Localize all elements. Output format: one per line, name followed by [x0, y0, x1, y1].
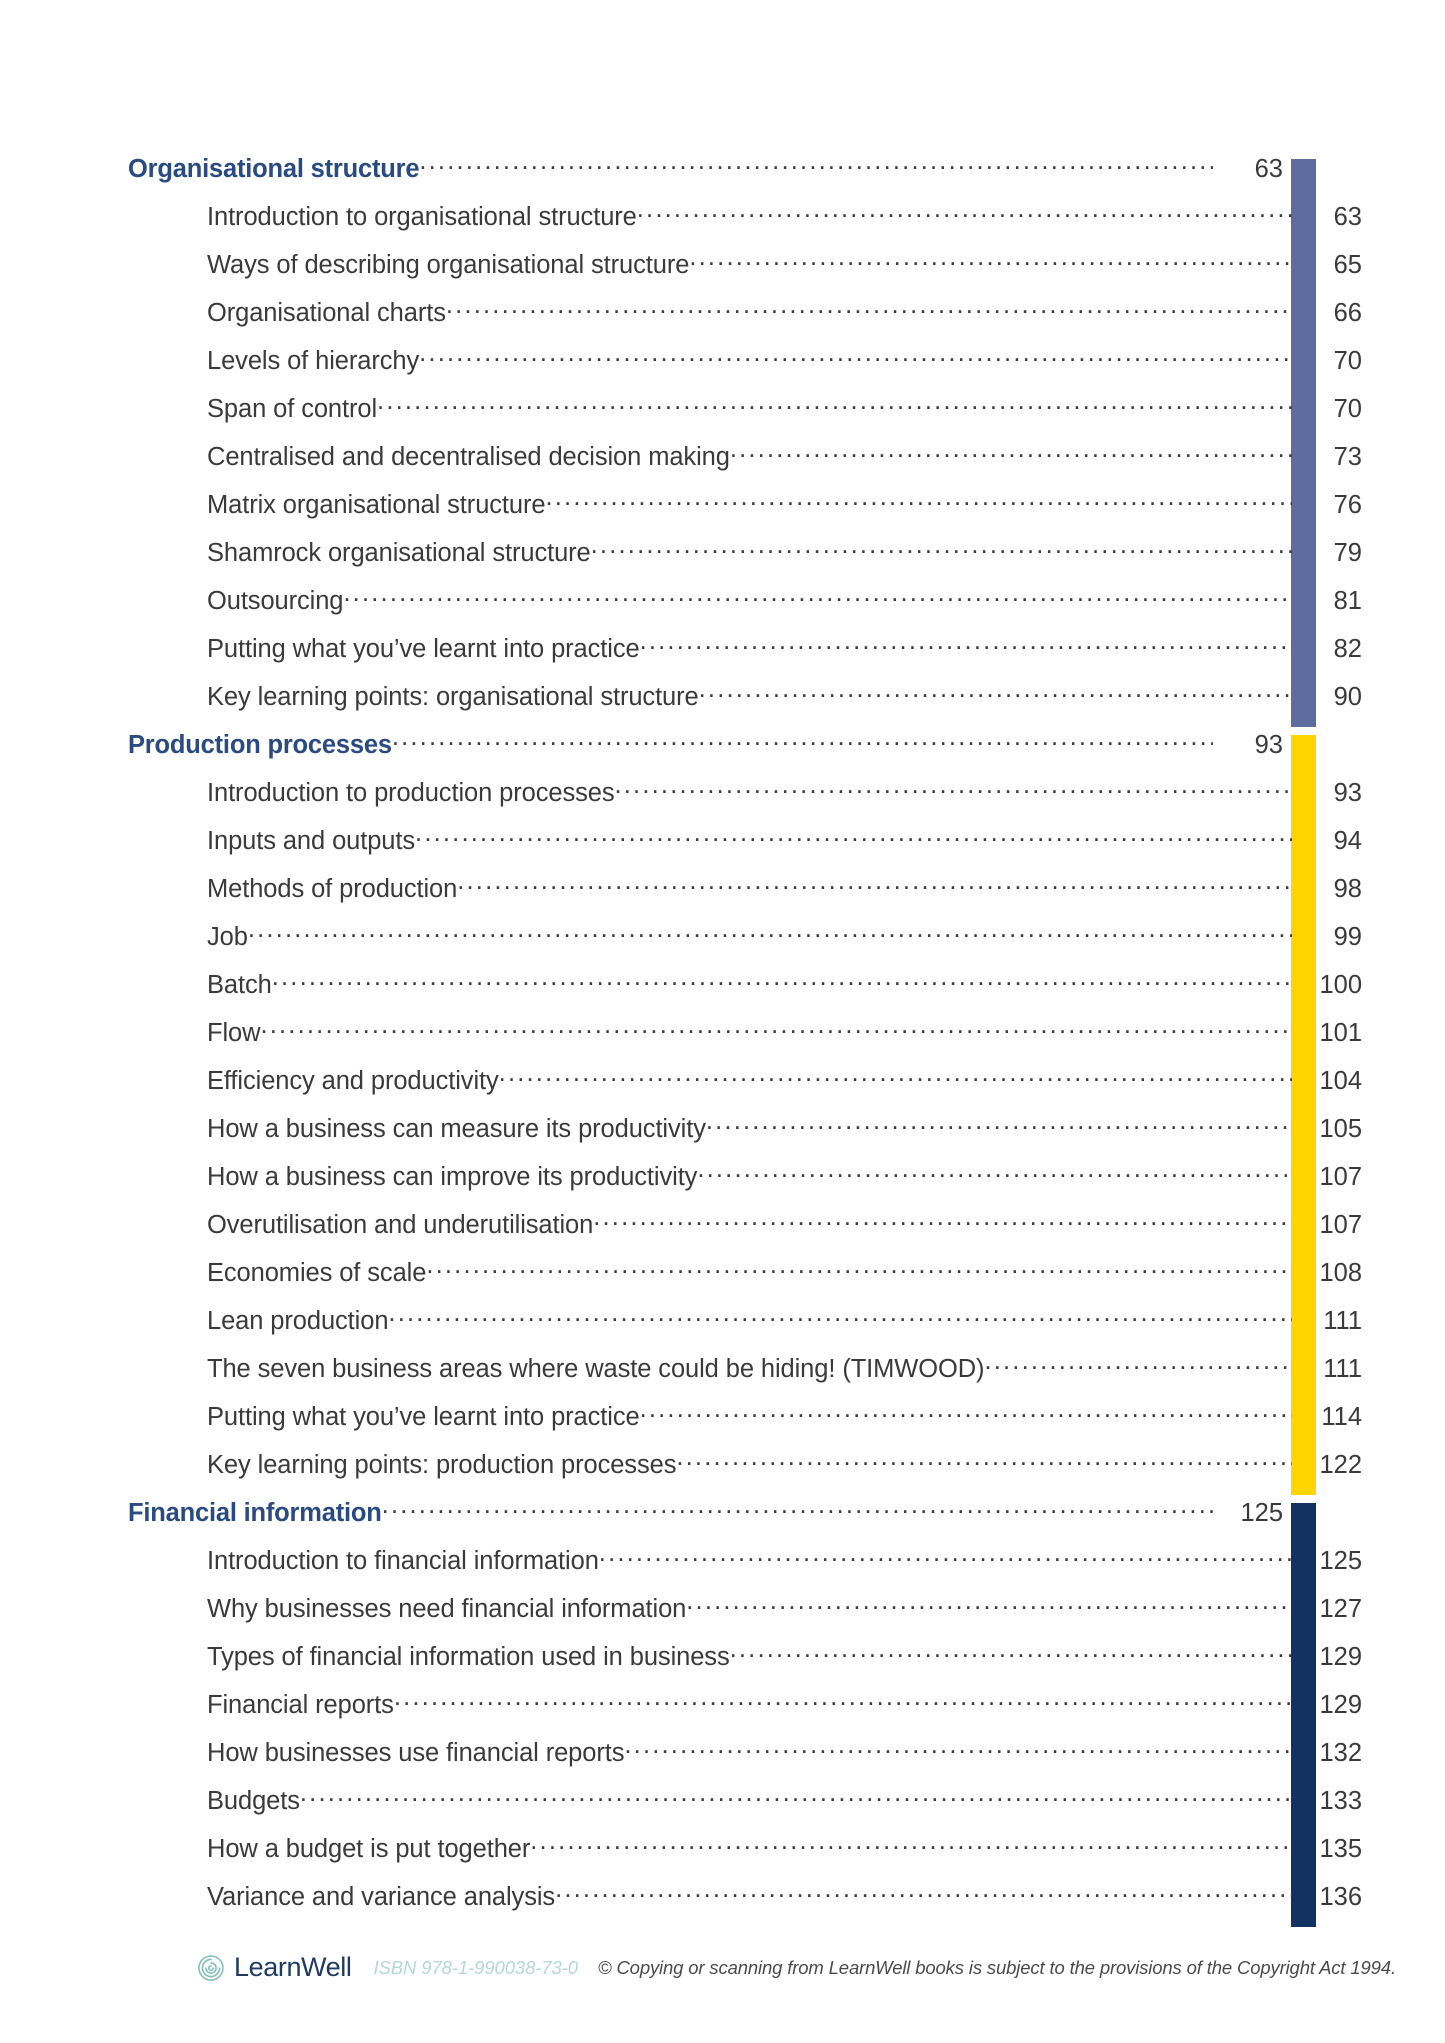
toc-entry[interactable]: [128, 1739, 1362, 1787]
toc-entry[interactable]: [128, 587, 1362, 635]
dot-leader: [499, 1073, 1292, 1089]
dot-leader: [248, 929, 1292, 945]
toc-entry[interactable]: [128, 1595, 1362, 1643]
dot-leader: [555, 1889, 1292, 1905]
dot-leader: [392, 737, 1213, 753]
toc-entry[interactable]: [128, 1307, 1362, 1355]
toc-entry[interactable]: [128, 1259, 1362, 1307]
toc-entry[interactable]: [128, 251, 1362, 299]
toc-entry[interactable]: [128, 635, 1362, 683]
toc-page-number: 81: [1333, 587, 1362, 615]
toc-entry[interactable]: [128, 1211, 1362, 1259]
toc-section-heading[interactable]: [128, 731, 1283, 779]
toc-entry-label: The seven business areas where waste could be hiding! (TIMWOOD): [207, 1355, 985, 1383]
section-color-bar: [1291, 1503, 1316, 1927]
toc-page-number: 105: [1319, 1115, 1362, 1143]
toc-page-number: 111: [1323, 1355, 1362, 1383]
toc-page-number: 66: [1333, 299, 1362, 327]
toc-page-number: 65: [1333, 251, 1362, 279]
toc-entry[interactable]: [128, 971, 1362, 1019]
dot-leader: [394, 1697, 1292, 1713]
toc-entry[interactable]: [128, 875, 1362, 923]
toc-entry-label: How a budget is put together: [207, 1835, 531, 1863]
dot-leader: [272, 977, 1292, 993]
toc-entry[interactable]: [128, 395, 1362, 443]
toc-entry-label: Span of control: [207, 395, 378, 423]
dot-leader: [640, 1409, 1292, 1425]
toc-entry-label: Variance and variance analysis: [207, 1883, 556, 1911]
toc-page-number: 122: [1319, 1451, 1362, 1479]
toc-entry[interactable]: [128, 347, 1362, 395]
dot-leader: [419, 353, 1292, 369]
toc-section: [128, 1499, 1362, 1931]
toc-entry[interactable]: [128, 1355, 1362, 1403]
toc-entry-label: Types of financial information used in business: [207, 1643, 730, 1671]
copyright-notice: © Copying or scanning from LearnWell books is subject to the provisions of the Copyright Act 1994.: [598, 1956, 1396, 1978]
toc-entry-label: Job: [207, 923, 248, 951]
dot-leader: [419, 161, 1213, 177]
toc-section: [128, 731, 1362, 1499]
toc-section-heading[interactable]: [128, 155, 1283, 203]
toc-entry-label: Introduction to organisational structure: [207, 203, 637, 231]
dot-leader: [343, 593, 1292, 609]
dot-leader: [593, 1217, 1292, 1233]
toc-entry[interactable]: [128, 1067, 1362, 1115]
toc-entry-label: Ways of describing organisational structure: [207, 251, 690, 279]
dot-leader: [730, 449, 1292, 465]
toc-entry-label: Putting what you’ve learnt into practice: [207, 635, 640, 663]
dot-leader: [457, 881, 1292, 897]
toc-entry-label: Key learning points: organisational structure: [207, 683, 699, 711]
toc-section-heading-label: Production processes: [128, 731, 392, 759]
toc-entry-label: Overutilisation and underutilisation: [207, 1211, 594, 1239]
toc-entry[interactable]: [128, 683, 1362, 731]
toc-entry[interactable]: [128, 299, 1362, 347]
dot-leader: [415, 833, 1292, 849]
toc-entry-label: Why businesses need financial information: [207, 1595, 687, 1623]
toc-entry[interactable]: [128, 1019, 1362, 1067]
isbn-text: ISBN 978-1-990038-73-0: [373, 1956, 578, 1978]
toc-page-number: 73: [1333, 443, 1362, 471]
dot-leader: [382, 1505, 1213, 1521]
toc-entry-label: Inputs and outputs: [207, 827, 416, 855]
toc-page-number: 93: [1254, 731, 1283, 759]
dot-leader: [530, 1841, 1292, 1857]
toc-entry-label: How businesses use financial reports: [207, 1739, 625, 1767]
toc-entry-label: Batch: [207, 971, 272, 999]
toc-page-number: 129: [1319, 1643, 1362, 1671]
toc-entry-label: Putting what you’ve learnt into practice: [207, 1403, 640, 1431]
toc-entry-label: Centralised and decentralised decision making: [207, 443, 730, 471]
toc-entry[interactable]: [128, 779, 1362, 827]
toc-page-number: 70: [1333, 395, 1362, 423]
toc-entry-label: Budgets: [207, 1787, 300, 1815]
toc-page-number: 107: [1319, 1211, 1362, 1239]
toc-page-number: 104: [1319, 1067, 1362, 1095]
toc-page-number: 136: [1319, 1883, 1362, 1911]
table-of-contents: [128, 155, 1362, 1931]
toc-page-number: 132: [1319, 1739, 1362, 1767]
toc-entry-label: Methods of production: [207, 875, 458, 903]
toc-page-number: 125: [1240, 1499, 1283, 1527]
toc-page-number: 63: [1333, 203, 1362, 231]
toc-entry[interactable]: [128, 923, 1362, 971]
dot-leader: [300, 1793, 1292, 1809]
toc-entry-label: How a business can measure its productivity: [207, 1115, 706, 1143]
toc-page-number: 107: [1319, 1163, 1362, 1191]
dot-leader: [699, 689, 1292, 705]
toc-page-number: 111: [1323, 1307, 1362, 1335]
toc-page-number: 114: [1321, 1403, 1362, 1431]
dot-leader: [689, 257, 1292, 273]
toc-entry-label: Introduction to production processes: [207, 779, 615, 807]
toc-entry[interactable]: [128, 1403, 1362, 1451]
dot-leader: [637, 209, 1292, 225]
toc-section-heading[interactable]: [128, 1499, 1283, 1547]
toc-page-number: 125: [1319, 1547, 1362, 1575]
toc-entry[interactable]: [128, 1883, 1362, 1931]
toc-page-number: 79: [1333, 539, 1362, 567]
toc-entry[interactable]: [128, 827, 1362, 875]
dot-leader: [984, 1361, 1292, 1377]
toc-entry-label: Organisational charts: [207, 299, 446, 327]
toc-entry[interactable]: [128, 1115, 1362, 1163]
section-color-bar: [1291, 735, 1316, 1495]
dot-leader: [377, 401, 1292, 417]
page-footer: [196, 1952, 1396, 1983]
toc-entry-label: Key learning points: production processes: [207, 1451, 677, 1479]
toc-page-number: 108: [1319, 1259, 1362, 1287]
dot-leader: [624, 1745, 1292, 1761]
dot-leader: [676, 1457, 1292, 1473]
toc-entry-label: Lean production: [207, 1307, 389, 1335]
toc-entry[interactable]: [128, 539, 1362, 587]
toc-page-number: 98: [1333, 875, 1362, 903]
toc-section: [128, 155, 1362, 731]
toc-page-number: 90: [1333, 683, 1362, 711]
toc-page-number: 100: [1319, 971, 1362, 999]
toc-entry[interactable]: [128, 1643, 1362, 1691]
dot-leader: [591, 545, 1292, 561]
toc-entry-label: Financial reports: [207, 1691, 394, 1719]
toc-entry[interactable]: [128, 203, 1362, 251]
toc-page-number: 93: [1333, 779, 1362, 807]
dot-leader: [697, 1169, 1292, 1185]
toc-entry[interactable]: [128, 1835, 1362, 1883]
toc-entry-label: Efficiency and productivity: [207, 1067, 499, 1095]
dot-leader: [686, 1601, 1292, 1617]
toc-page-number: 133: [1319, 1787, 1362, 1815]
toc-entry-label: Levels of hierarchy: [207, 347, 420, 375]
toc-page-number: 101: [1319, 1019, 1362, 1047]
toc-entry-label: Shamrock organisational structure: [207, 539, 591, 567]
toc-entry[interactable]: [128, 491, 1362, 539]
toc-entry[interactable]: [128, 1787, 1362, 1835]
dot-leader: [730, 1649, 1292, 1665]
dot-leader: [260, 1025, 1292, 1041]
toc-entry-label: Matrix organisational structure: [207, 491, 546, 519]
toc-page-number: 129: [1319, 1691, 1362, 1719]
toc-entry[interactable]: [128, 1691, 1362, 1739]
learnwell-spiral-icon: [196, 1953, 226, 1983]
toc-entry[interactable]: [128, 443, 1362, 491]
toc-page-number: 63: [1254, 155, 1283, 183]
toc-page-number: 94: [1333, 827, 1362, 855]
toc-page-number: 82: [1333, 635, 1362, 663]
toc-page-number: 127: [1319, 1595, 1362, 1623]
dot-leader: [614, 785, 1292, 801]
toc-entry-label: Introduction to financial information: [207, 1547, 599, 1575]
toc-page-number: 99: [1333, 923, 1362, 951]
toc-page-number: 135: [1319, 1835, 1362, 1863]
section-color-bar: [1291, 159, 1316, 727]
learnwell-logo-text: LearnWell: [234, 1952, 352, 1982]
toc-entry-label: How a business can improve its productivity: [207, 1163, 698, 1191]
toc-entry[interactable]: [128, 1451, 1362, 1499]
toc-page-number: 70: [1333, 347, 1362, 375]
toc-entry[interactable]: [128, 1163, 1362, 1211]
dot-leader: [426, 1265, 1292, 1281]
toc-entry-label: Economies of scale: [207, 1259, 427, 1287]
dot-leader: [640, 641, 1292, 657]
dot-leader: [706, 1121, 1292, 1137]
dot-leader: [388, 1313, 1292, 1329]
toc-entry[interactable]: [128, 1547, 1362, 1595]
toc-entry-label: Outsourcing: [207, 587, 344, 615]
dot-leader: [599, 1553, 1292, 1569]
toc-section-heading-label: Financial information: [128, 1499, 382, 1527]
dot-leader: [446, 305, 1292, 321]
toc-entry-label: Flow: [207, 1019, 261, 1047]
dot-leader: [545, 497, 1292, 513]
toc-section-heading-label: Organisational structure: [128, 155, 420, 183]
toc-page-number: 76: [1333, 491, 1362, 519]
